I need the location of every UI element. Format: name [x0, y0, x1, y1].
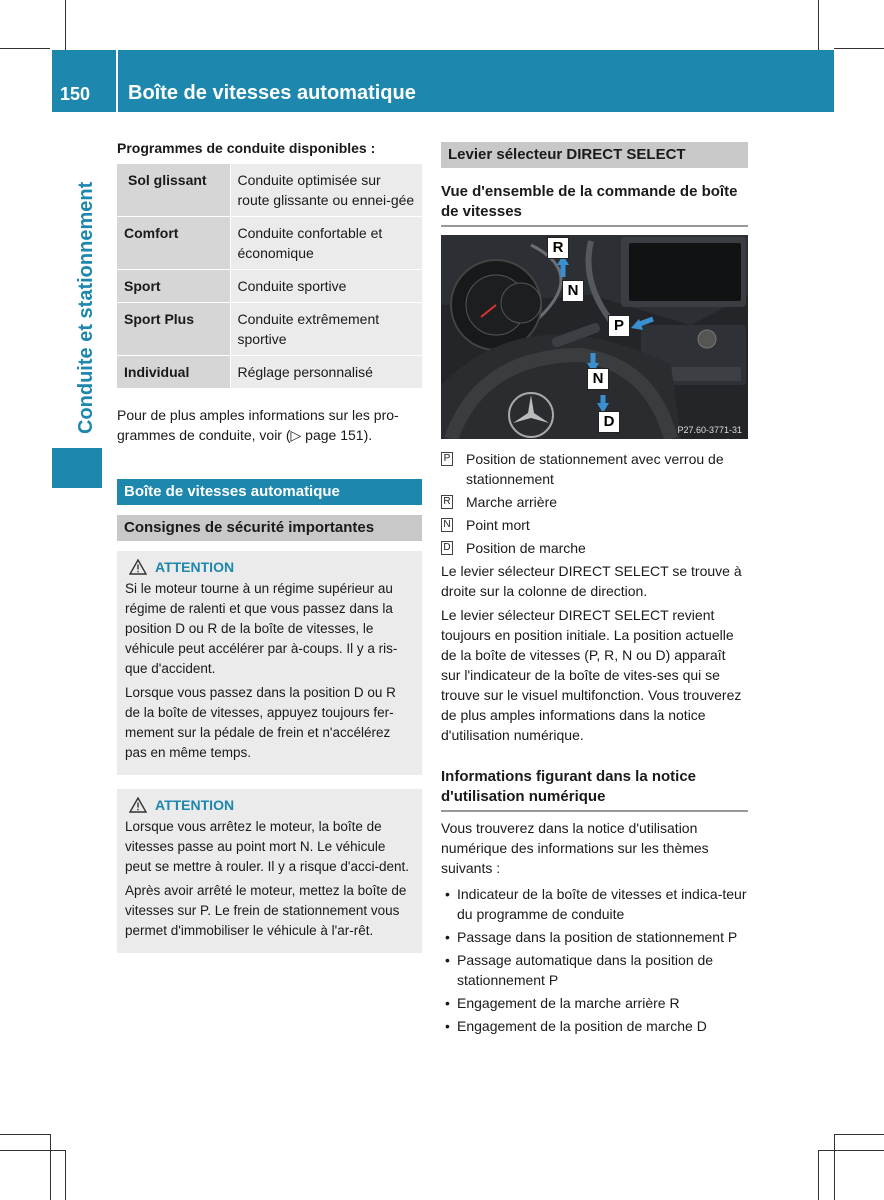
info-heading: Informations figurant dans la notice d'utilisation numérique — [441, 767, 748, 812]
crop-mark — [65, 0, 66, 50]
program-desc: Conduite optimisée sur route glissante ou ennei-gée — [230, 164, 422, 217]
gear-legend — [441, 449, 748, 558]
program-desc: Conduite sportive — [230, 270, 422, 303]
crop-mark — [834, 1134, 835, 1200]
program-name: Sport — [117, 270, 230, 303]
programs-table — [117, 164, 422, 389]
program-desc: Réglage personnalisé — [230, 356, 422, 389]
crop-mark — [0, 1150, 65, 1151]
list-item: • Indicateur de la boîte de vitesses et indica-teur du programme de conduite — [441, 884, 748, 924]
info-intro: Vous trouverez dans la notice d'utilisation numérique des informations sur les thèmes suivants : — [441, 820, 709, 876]
crop-mark — [818, 0, 819, 50]
crop-mark — [50, 1134, 51, 1200]
warning-paragraph: Lorsque vous passez dans la position D ou R de la boîte de vitesses, appuyez toujours fer-mement sur la pédale de frein et n'accélérez pas en même temps. — [125, 685, 396, 760]
warning-label: ATTENTION — [155, 797, 235, 813]
overview-heading: Vue d'ensemble de la commande de boîte de vitesses — [441, 182, 748, 227]
warning-paragraph: Si le moteur tourne à un régime supérieur au régime de ralenti et que vous passez dans la position D ou R de la boîte de vitesses, le véhicule peut accélérer par à-coups. Il y a ris-que d'accident. — [125, 581, 398, 676]
side-tab — [52, 448, 102, 488]
list-item: • Passage dans la position de stationnement P — [441, 927, 748, 947]
warning-triangle-icon — [129, 559, 147, 575]
header-separator — [116, 50, 118, 112]
program-name: Sol glissant — [117, 164, 230, 217]
crop-mark — [818, 1150, 884, 1151]
section-title-bar: Boîte de vitesses automatique — [117, 479, 422, 505]
selector-lever-figure — [441, 235, 748, 439]
dashboard-illustration — [441, 235, 748, 439]
position-text: Le levier sélecteur DIRECT SELECT revient toujours en position initiale. La position actuelle de la boîte de vitesses (P, R, N ou D) apparaît sur l'indicateur de la boîte de vites-ses qui se trouve sur le visuel multifonction. Vous trouverez de plus amples informations dans la notice d'utilisation numérique. — [441, 607, 742, 743]
warning-box — [117, 789, 422, 953]
legend-item — [441, 538, 748, 558]
left-column — [117, 140, 422, 953]
page-title: Boîte de vitesses automatique — [128, 82, 416, 104]
legend-text: Position de marche — [466, 540, 586, 556]
gear-label-r: R — [547, 237, 569, 259]
legend-text: Point mort — [466, 517, 530, 533]
warning-box — [117, 551, 422, 775]
warning-label: ATTENTION — [155, 559, 235, 575]
legend-text: Marche arrière — [466, 494, 558, 510]
more-info-text: Pour de plus amples informations sur les pro-grammes de conduite, voir (▷ page 151). — [117, 407, 399, 443]
legend-item — [441, 449, 748, 489]
list-item: • Passage automatique dans la position de stationnement P — [441, 950, 748, 990]
gear-label-n-lower: N — [587, 368, 609, 390]
crop-mark — [834, 1134, 884, 1135]
n-key-icon: N — [441, 518, 453, 532]
crop-mark — [834, 48, 884, 49]
table-row — [117, 270, 422, 303]
page-number: 150 — [60, 84, 91, 104]
list-item: • Engagement de la marche arrière R — [441, 993, 748, 1013]
table-row — [117, 164, 422, 217]
warning-paragraph: Lorsque vous arrêtez le moteur, la boîte de vitesses passe au point mort N. Le véhicule peut se mettre à rouler. Il y a risque d'acci-dent. — [125, 819, 409, 874]
program-desc: Conduite extrêmement sportive — [230, 303, 422, 356]
table-row — [117, 356, 422, 389]
table-row — [117, 217, 422, 270]
program-name: Comfort — [117, 217, 230, 270]
selector-title-bar: Levier sélecteur DIRECT SELECT — [441, 142, 748, 168]
location-text: Le levier sélecteur DIRECT SELECT se trouve à droite sur la colonne de direction. — [441, 563, 742, 599]
legend-item — [441, 515, 748, 535]
gear-label-d: D — [598, 411, 620, 433]
d-key-icon: D — [441, 541, 453, 555]
crop-mark — [65, 1150, 66, 1200]
legend-item — [441, 492, 748, 512]
warning-header — [129, 557, 414, 577]
program-name: Sport Plus — [117, 303, 230, 356]
topics-list — [441, 884, 748, 1036]
right-column — [441, 142, 748, 1039]
subsection-title-bar: Consignes de sécurité importantes — [117, 515, 422, 541]
programs-heading: Programmes de conduite disponibles : — [117, 140, 376, 156]
chapter-title: Conduite et stationnement — [75, 181, 97, 434]
r-key-icon: R — [441, 495, 453, 509]
table-row — [117, 303, 422, 356]
list-item: • Engagement de la position de marche D — [441, 1016, 748, 1036]
warning-triangle-icon — [129, 797, 147, 813]
gear-label-p: P — [608, 315, 630, 337]
program-name: Individual — [117, 356, 230, 389]
program-desc: Conduite confortable et économique — [230, 217, 422, 270]
crop-mark — [0, 48, 50, 49]
legend-text: Position de stationnement avec verrou de stationnement — [466, 451, 724, 487]
gear-label-n-upper: N — [562, 280, 584, 302]
figure-code: P27.60-3771-31 — [677, 425, 742, 435]
p-key-icon: P — [441, 452, 453, 466]
crop-mark — [0, 1134, 50, 1135]
warning-header — [129, 795, 414, 815]
crop-mark — [818, 1150, 819, 1200]
warning-paragraph: Après avoir arrêté le moteur, mettez la boîte de vitesses sur P. Le frein de stationnement vous permet d'immobiliser le véhicule à l'ar-rêt. — [125, 883, 407, 938]
